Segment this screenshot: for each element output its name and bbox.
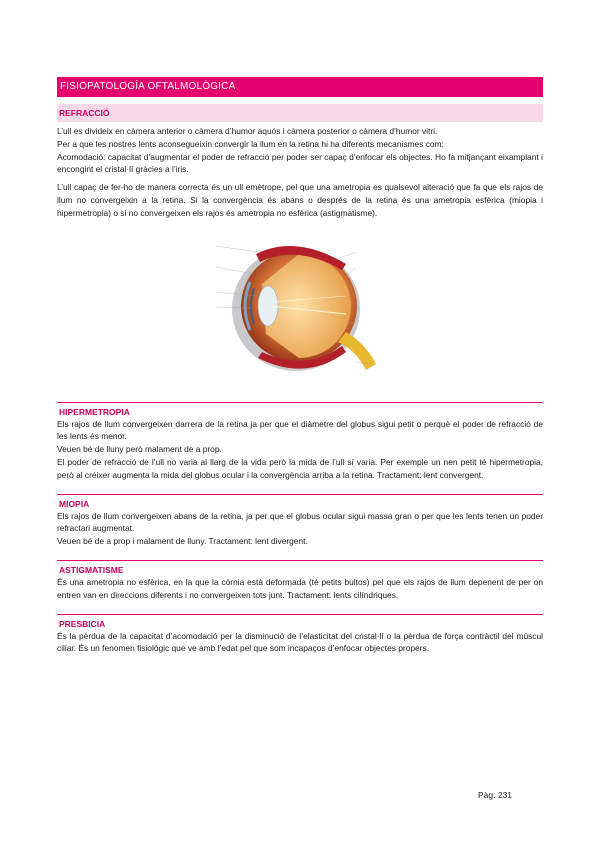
paragraph: És una ametropia no esfèrica, en la que la còrnia està deformada (té petits bultos) pel que els rajos de llum depenent de per on entren van en direccions diferents i no convergeixen tots junt. Tractament: lents cilíndriques. [57,576,543,600]
paragraph: Els rajos de llum convergeixen darrera de la retina ja per que el diàmetre del globus sigui petit o perquè el poder de refracció de les lents és menor. [57,418,543,442]
paragraph: Per a que les nostres lents aconsegueixin convergir la llum en la retina hi ha diferents mecanismes com: [57,138,444,149]
eye-anatomy-illustration [196,224,396,394]
paragraph: L’ull capaç de fer-ho de manera correcta és un ull emètrope, pel que una ametropia es qualsevol alteració que fa que els rajos de llum no convergeixin a la retina. Si la convergència és abans o després de la retina és una ametropia esfèrica (miopia i hipermetropia) o si no convergeixen els rajos és ametropia no esfèrica (astigmatisme). [57,182,543,218]
page-title: FISIOPATOLOGÍA OFTALMOLÒGICA [57,77,543,97]
section-heading-refraccio: REFRACCIÓ [57,104,543,122]
section-heading-miopia: MIOPIA [57,494,543,510]
paragraph: El poder de refracció de l’ull no varia al llarg de la vida però la mida de l’ull sí varia. Per exemple un nen petit té hipermetropia, però al créixer augmenta la mida del globus ocular i la convergència arriba a la retina. Tractament: lent convergent. [57,456,543,480]
page-content [57,77,543,655]
paragraph: Veuen bé de a prop i malament de lluny. Tractament: lent divergent. [57,536,308,547]
section-heading-presbicia: PRESBICIA [57,614,543,630]
paragraph: Els rajos de llum convergeixen abans de la retina, ja per que el globus ocular sigui massa gran o per que les lents tenen un poder refractari augmentat. [57,510,543,534]
section-heading-astigmatisme: ASTIGMATISME [57,560,543,576]
paragraph: És la pèrdua de la capacitat d’acomodació per la disminució de l’elasticitat del cristal·lí o la pèrdua de força contràctil del múscul ciliar. És un fenomen fisiològic que ve amb l’edat pel que som incapaços d’enfocar objectes propers. [57,630,543,654]
page-number: Pàg. 231 [478,790,513,800]
paragraph: Acomodació: capacitat d’augmentar el poder de refracció per poder ser capaç d’enfocar els objectes. Ho fa mitjançant eixamplant i encongint el cristal·lí gràcies a l’iris. [57,151,543,175]
paragraph: L’ull es divideix en càmera anterior o càmera d’humor aquós i càmera posterior o càmera d’humor vitri. [57,126,438,136]
paragraph: Veuen bé de lluny però malament de a prop. [57,444,222,455]
section-heading-hipermetropia: HIPERMETROPIA [57,402,543,418]
